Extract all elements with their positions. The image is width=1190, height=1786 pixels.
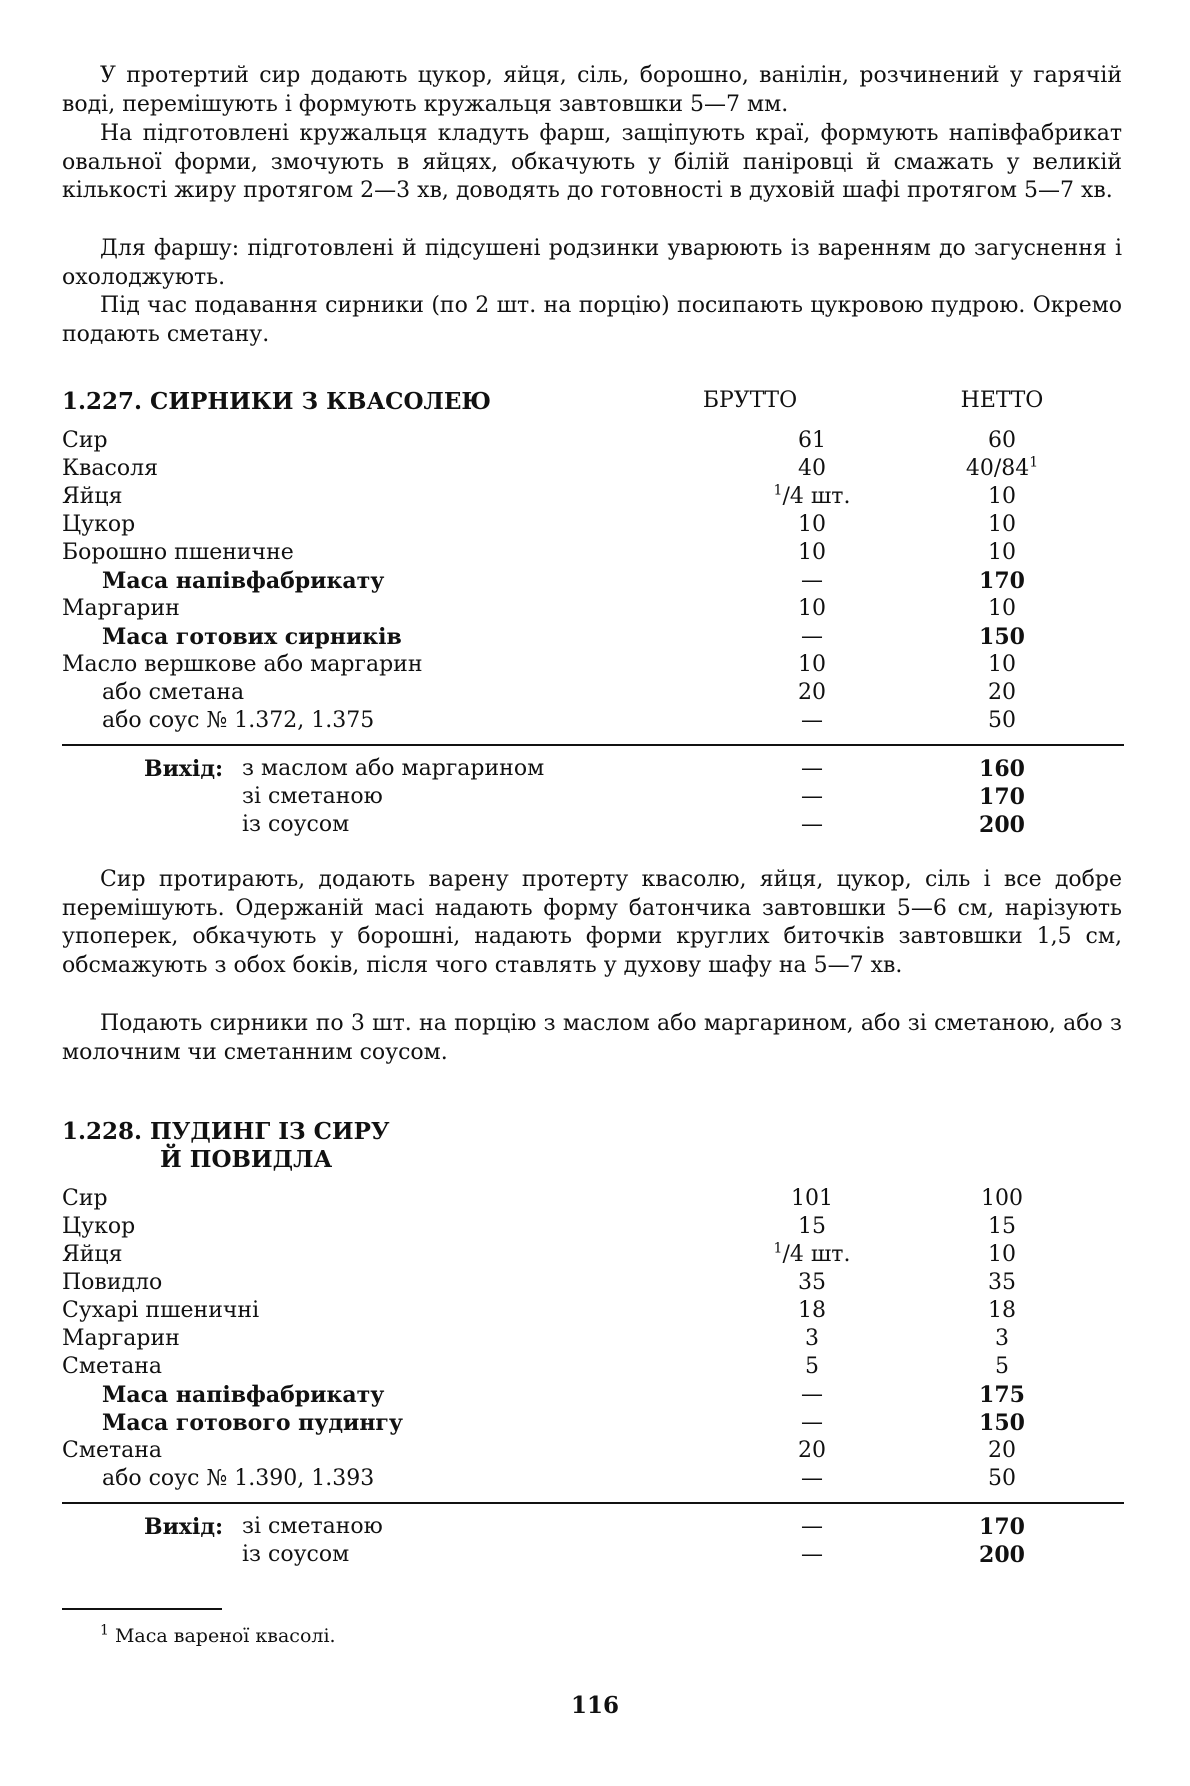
brutto-value: — [801,1542,823,1567]
brutto-value: — [801,1466,823,1491]
table-row [62,540,1062,568]
netto-value: 5 [995,1354,1009,1379]
footnote-text: Маса вареної квасолі. [114,1625,336,1647]
ingredient-name: Квасоля [62,456,158,481]
recipe-1228-title-line2: Й ПОВИДЛА [160,1146,333,1173]
brutto-value: — [801,756,823,781]
table-row [62,1298,1062,1326]
ingredient-name: Масло вершкове або маргарин [62,652,423,677]
brutto-value: 20 [798,680,826,705]
table-divider [62,1502,1124,1504]
ingredient-name: Маса готового пудингу [102,1410,403,1436]
output-row [62,812,1062,840]
ingredient-name: Яйця [62,1242,123,1267]
netto-value: 20 [988,680,1016,705]
output-row [62,784,1062,812]
table-row [62,428,1062,456]
ingredient-name: Цукор [62,512,136,537]
netto-value: 3 [995,1326,1009,1351]
intro-paragraph-3: Для фаршу: підготовлені й підсушені родзинки уварюють із варенням до загуснення і охолоджують. [62,236,1122,290]
brutto-value: — [801,812,823,837]
table-row [62,1270,1062,1298]
brutto-value: 18 [798,1298,826,1323]
brutto-value: 10 [798,540,826,565]
ingredient-name: Маса напівфабрикату [102,1382,385,1408]
netto-value: 150 [979,624,1025,650]
intro-paragraph-2: На підготовлені кружальця кладуть фарш, защіпують краї, формують напівфабрикат овальної форми, змочують в яйцях, обкачують у білій паніровці й смажать у великій кількості жиру протягом 2—3 хв, доводять до готовності в духовій шафі протягом 5—7 хв. [62,121,1122,203]
table-row [62,568,1062,596]
output-row [62,1542,1062,1570]
table-row [62,484,1062,512]
netto-value: 200 [979,812,1025,838]
intro-paragraph-1: У протертий сир додають цукор, яйця, сіль, борошно, ванілін, розчинений у гарячій воді, перемішують і формують кружальця завтовшки 5—7 мм. [62,63,1122,117]
netto-value: 10 [988,1242,1016,1267]
netto-value: 20 [988,1438,1016,1463]
intro-paragraph-4: Під час подавання сирники (по 2 шт. на порцію) посипають цукровою пудрою. Окремо подають сметану. [62,293,1122,347]
ingredient-name: Маса готових сирників [102,624,402,650]
netto-value: 10 [988,652,1016,677]
brutto-value: $^1$/4 шт. [773,1240,851,1267]
output-label: Вихід: [144,756,224,782]
table-row [62,1186,1062,1214]
footnote-divider [62,1608,222,1610]
netto-value: 150 [979,1410,1025,1436]
netto-value: 10 [988,540,1016,565]
brutto-value: 5 [805,1354,819,1379]
brutto-value: — [801,1410,823,1435]
ingredient-name: Борошно пшеничне [62,540,294,565]
netto-value: 200 [979,1542,1025,1568]
recipe-1228-title: 1.228. ПУДИНГ ІЗ СИРУ [62,1118,390,1145]
footnote [100,1622,336,1647]
ingredient-name: Сухарі пшеничні [62,1298,260,1323]
output-desc: із соусом [242,812,350,837]
output-desc: із соусом [242,1542,350,1567]
ingredient-name: Сметана [62,1354,163,1379]
table-row [62,596,1062,624]
column-header-brutto: БРУТТО [702,388,798,413]
ingredient-name: Маргарин [62,1326,180,1351]
table-row [62,1242,1062,1270]
footnote-mark: 1 [100,1622,109,1639]
netto-value: 15 [988,1214,1016,1239]
ingredient-name: або сметана [102,680,245,705]
brutto-value: 15 [798,1214,826,1239]
table-row [62,652,1062,680]
table-row [62,1326,1062,1354]
output-desc: зі сметаною [242,1514,383,1539]
ingredient-name: або соус № 1.372, 1.375 [102,708,375,733]
ingredient-name: Маса напівфабрикату [102,568,385,594]
netto-value: 35 [988,1270,1016,1295]
brutto-value: 40 [798,456,826,481]
netto-value: $40/84^1$ [965,454,1039,481]
ingredient-name: Цукор [62,1214,136,1239]
netto-value: 60 [988,428,1016,453]
output-row [62,756,1062,784]
table-row [62,624,1062,652]
netto-value: 10 [988,596,1016,621]
ingredient-name: Повидло [62,1270,163,1295]
brutto-value: $^1$/4 шт. [773,482,851,509]
ingredient-name: Маргарин [62,596,180,621]
netto-value: 10 [988,484,1016,509]
output-label: Вихід: [144,1514,224,1540]
netto-value: 160 [979,756,1025,782]
output-desc: зі сметаною [242,784,383,809]
netto-value: 100 [981,1186,1023,1211]
table-row [62,708,1062,736]
brutto-value: 101 [791,1186,833,1211]
ingredient-name: Сир [62,1186,108,1211]
brutto-value: — [801,784,823,809]
brutto-value: 61 [798,428,826,453]
recipe-1227-paragraph-2: Подають сирники по 3 шт. на порцію з маслом або маргарином, або зі сметаною, або з молочним чи сметанним соусом. [62,1011,1122,1065]
table-row [62,1214,1062,1242]
page-number: 116 [570,1692,619,1719]
table-row [62,1382,1062,1410]
brutto-value: 35 [798,1270,826,1295]
table-row [62,512,1062,540]
output-row [62,1514,1062,1542]
table-row [62,456,1062,484]
table-row [62,1466,1062,1494]
output-desc: з маслом або маргарином [242,756,545,781]
brutto-value: — [801,1514,823,1539]
brutto-value: — [801,1382,823,1407]
netto-value: 170 [979,568,1025,594]
table-row [62,1354,1062,1382]
netto-value: 10 [988,512,1016,537]
recipe-1227-paragraph-1: Сир протирають, додають варену протерту квасолю, яйця, цукор, сіль і все добре перемішують. Одержаній масі надають форму батончика завтовшки 5—6 см, нарізують упоперек, обкачують у борошні, надають форми круглих биточків завтовшки 1,5 см, обсмажують з обох боків, після чого ставлять у духову шафу на 5—7 хв. [62,867,1122,978]
recipe-1227-title: 1.227. СИРНИКИ З КВАСОЛЕЮ [62,388,491,415]
ingredient-name: Яйця [62,484,123,509]
table-row [62,680,1062,708]
netto-value: 18 [988,1298,1016,1323]
brutto-value: 10 [798,652,826,677]
table-row [62,1438,1062,1466]
brutto-value: — [801,624,823,649]
netto-value: 175 [979,1382,1025,1408]
brutto-value: 3 [805,1326,819,1351]
brutto-value: 10 [798,596,826,621]
column-header-netto: НЕТТО [960,388,1044,413]
brutto-value: — [801,708,823,733]
brutto-value: 20 [798,1438,826,1463]
footnote-ref: 1 [1029,454,1039,471]
ingredient-name: Сир [62,428,108,453]
netto-value: 50 [988,1466,1016,1491]
brutto-value: — [801,568,823,593]
netto-value: 50 [988,708,1016,733]
table-divider [62,744,1124,746]
brutto-value: 10 [798,512,826,537]
table-row [62,1410,1062,1438]
ingredient-name: Сметана [62,1438,163,1463]
ingredient-name: або соус № 1.390, 1.393 [102,1466,375,1491]
netto-value: 170 [979,784,1025,810]
netto-value: 170 [979,1514,1025,1540]
